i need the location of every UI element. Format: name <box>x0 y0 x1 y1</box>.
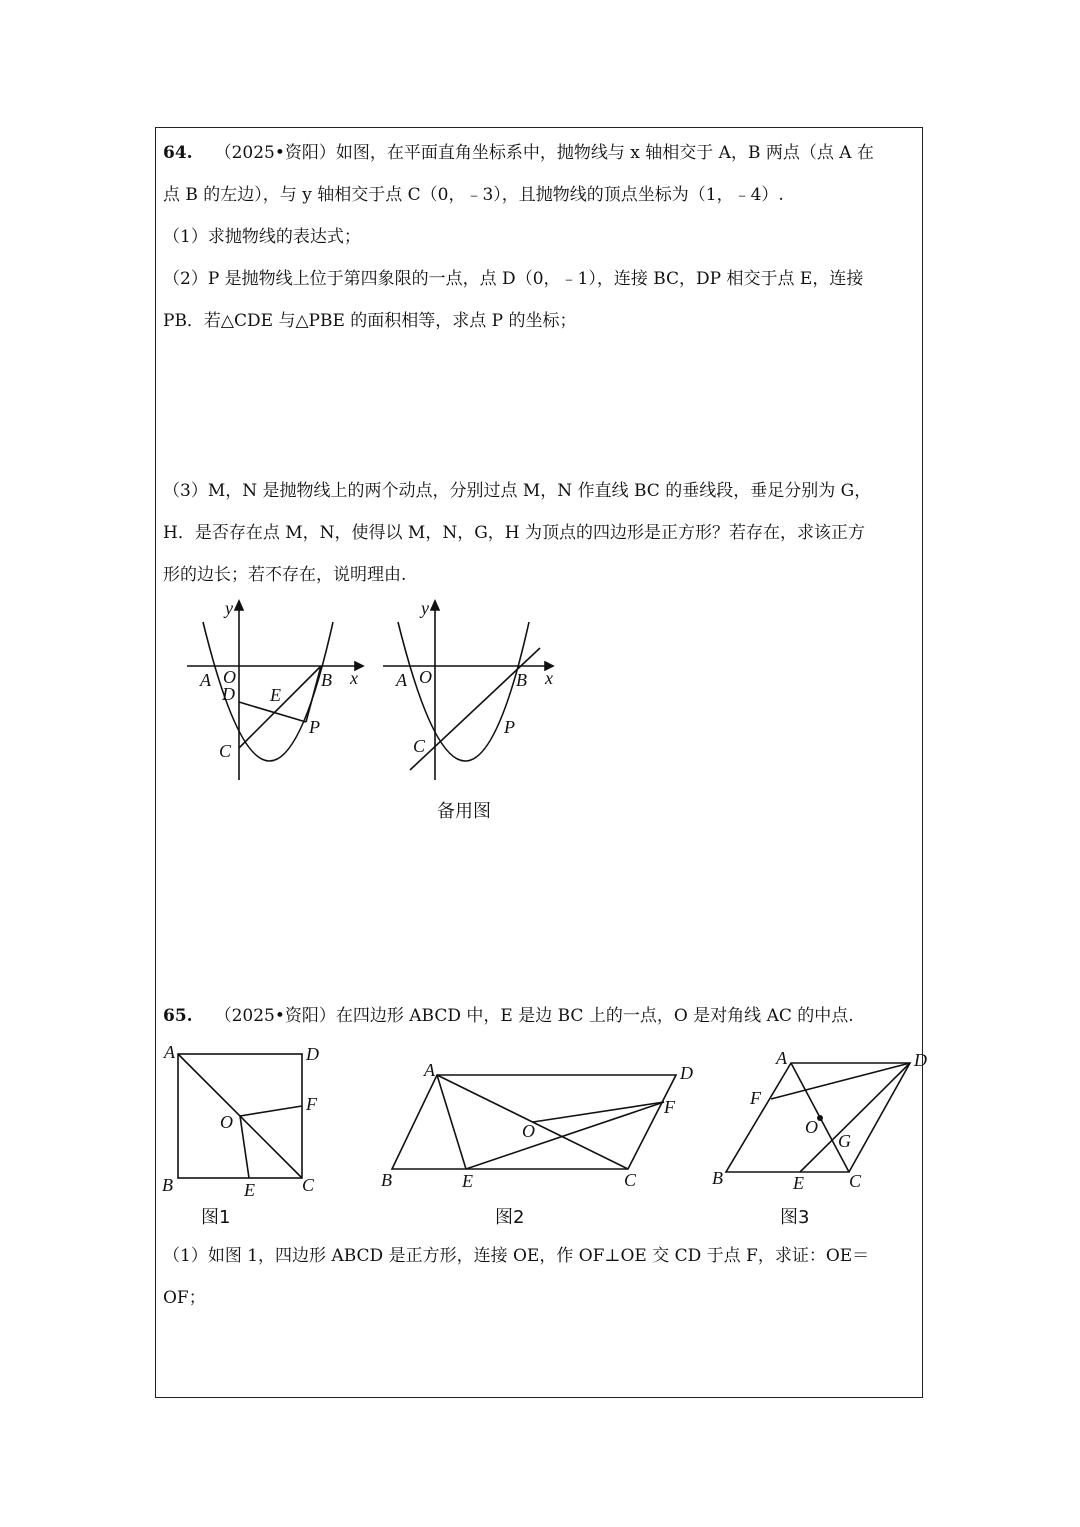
label-x: x <box>350 668 358 688</box>
label-f: F <box>664 1097 675 1117</box>
label-e: E <box>244 1180 255 1200</box>
segment-oe <box>240 1116 249 1178</box>
label-a: A <box>164 1042 175 1062</box>
q64-figure-parabola-2 <box>378 595 563 785</box>
q64-part3-line3: 形的边长；若不存在，说明理由. <box>163 565 407 585</box>
label-y: y <box>421 598 429 618</box>
label-d: D <box>306 1044 319 1064</box>
label-b: B <box>516 670 527 690</box>
label-c: C <box>302 1175 315 1195</box>
q64-part2-line1: （2）P 是抛物线上位于第四象限的一点，点 D（0，﹣1），连接 BC，DP 相交于点 E，连接 <box>163 269 864 289</box>
label-f: F <box>750 1088 761 1108</box>
label-c: C <box>624 1170 637 1190</box>
label-y: y <box>225 598 233 618</box>
segment-of <box>240 1106 302 1116</box>
q65-part1-line2: OF； <box>163 1288 206 1308</box>
label-o: O <box>223 667 236 687</box>
segment-dp <box>239 702 306 722</box>
label-d: D <box>222 684 235 704</box>
q65-number: 65. <box>163 1006 193 1026</box>
label-x: x <box>545 668 553 688</box>
q64-part3-line2: H．是否存在点 M，N，使得以 M，N，G，H 为顶点的四边形是正方形？若存在，求该正方 <box>163 523 866 543</box>
segment-ef <box>466 1102 664 1169</box>
label-d: D <box>680 1063 693 1083</box>
label-a: A <box>776 1048 787 1068</box>
label-o: O <box>220 1112 233 1132</box>
q64-part1: （1）求抛物线的表达式； <box>163 227 361 247</box>
label-o: O <box>419 667 432 687</box>
label-e: E <box>270 685 281 705</box>
q65-figure-1-square <box>160 1040 340 1230</box>
segment-ae <box>437 1075 466 1169</box>
label-b: B <box>381 1170 392 1190</box>
label-c: C <box>219 741 232 761</box>
label-a: A <box>200 670 211 690</box>
label-p: P <box>309 717 320 737</box>
label-o: O <box>522 1121 535 1141</box>
q64-number: 64. <box>163 143 193 163</box>
label-c: C <box>413 736 426 756</box>
fig1-caption: 图1 <box>201 1207 231 1228</box>
label-a: A <box>396 670 407 690</box>
label-c: C <box>849 1171 862 1191</box>
label-b: B <box>712 1168 723 1188</box>
q65-part1-line1: （1）如图 1，四边形 ABCD 是正方形，连接 OE，作 OF⊥OE 交 CD 于点 F，求证：OE＝ <box>163 1246 870 1266</box>
label-b: B <box>162 1175 173 1195</box>
y-axis-arrow <box>431 601 439 610</box>
q65-stem: （2025•资阳）在四边形 ABCD 中，E 是边 BC 上的一点，O 是对角线 AC 的中点. <box>214 1006 854 1026</box>
label-g: G <box>838 1131 851 1151</box>
y-axis-arrow <box>235 601 243 610</box>
fig3-caption: 图3 <box>780 1207 810 1228</box>
q65-line1 <box>163 1005 854 1027</box>
q64-part2-line2: PB．若△CDE 与△PBE 的面积相等，求点 P 的坐标； <box>163 311 577 331</box>
q65-figure-2-parallelogram <box>375 1055 705 1230</box>
segment-df <box>771 1063 910 1099</box>
label-f: F <box>306 1094 317 1114</box>
label-d: D <box>914 1050 927 1070</box>
fig2-caption: 图2 <box>495 1207 525 1228</box>
label-e: E <box>462 1171 473 1191</box>
label-o: O <box>805 1117 818 1137</box>
label-a: A <box>424 1060 435 1080</box>
q64-part3-line1: （3）M，N 是抛物线上的两个动点，分别过点 M，N 作直线 BC 的垂线段，垂足分别为 G， <box>163 481 872 501</box>
q65-figure-3-rhombus <box>710 1045 935 1230</box>
q64-figure-parabola-1 <box>185 595 365 785</box>
label-e: E <box>793 1173 804 1193</box>
label-p: P <box>504 717 515 737</box>
segment-of <box>533 1102 664 1122</box>
q64-figure-caption: 备用图 <box>437 801 491 822</box>
label-b: B <box>321 670 332 690</box>
q64-stem-line1: （2025•资阳）如图，在平面直角坐标系中，抛物线与 x 轴相交于 A，B 两点（点 A 在 <box>214 143 874 163</box>
q64-stem-line2: 点 B 的左边），与 y 轴相交于点 C（0，﹣3），且抛物线的顶点坐标为（1，﹣4）. <box>163 185 784 205</box>
q64-line1 <box>163 142 874 164</box>
